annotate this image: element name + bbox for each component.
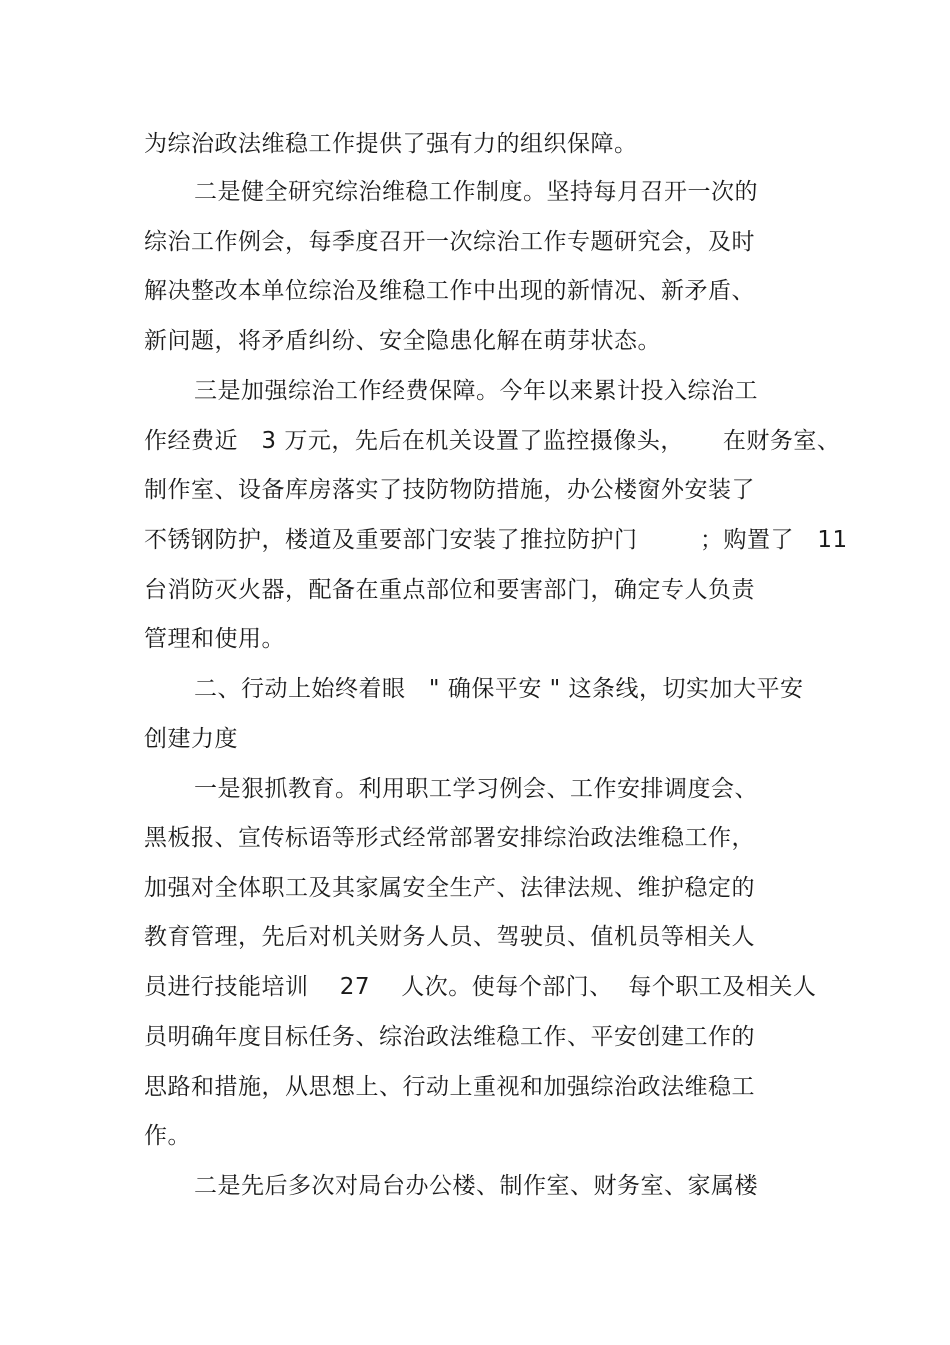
paragraph-start-line: 一是狠抓教育。利用职工学习例会、工作安排调度会、	[194, 776, 758, 802]
text-line: 思路和措施，从思想上、行动上重视和加强综治政法维稳工	[144, 1074, 755, 1100]
text-line: 不锈钢防护，楼道及重要部门安装了推拉防护门 ；购置了 11	[144, 527, 848, 553]
text-line: 管理和使用。	[144, 626, 285, 652]
section-heading-line: 创建力度	[144, 726, 238, 752]
paragraph-start-line: 二是先后多次对局台办公楼、制作室、财务室、家属楼	[194, 1173, 758, 1199]
text-line: 新问题，将矛盾纠纷、安全隐患化解在萌芽状态。	[144, 328, 661, 354]
text-line: 教育管理，先后对机关财务人员、驾驶员、值机员等相关人	[144, 924, 755, 950]
section-heading-line: 二、行动上始终着眼 " 确保平安 " 这条线，切实加大平安	[194, 676, 804, 702]
text-line: 综治工作例会，每季度召开一次综治工作专题研究会，及时	[144, 229, 755, 255]
paragraph-start-line: 二是健全研究综治维稳工作制度。坚持每月召开一次的	[194, 179, 758, 205]
text-line: 作经费近 3 万元，先后在机关设置了监控摄像头， 在财务室、	[144, 428, 841, 454]
paragraph-start-line: 三是加强综治工作经费保障。今年以来累计投入综治工	[194, 378, 758, 404]
text-line: 黑板报、宣传标语等形式经常部署安排综治政法维稳工作，	[144, 825, 755, 851]
text-line: 员明确年度目标任务、综治政法维稳工作、平安创建工作的	[144, 1024, 755, 1050]
text-line: 加强对全体职工及其家属安全生产、法律法规、维护稳定的	[144, 875, 755, 901]
text-line: 解决整改本单位综治及维稳工作中出现的新情况、新矛盾、	[144, 278, 755, 304]
text-line: 台消防灭火器，配备在重点部位和要害部门，确定专人负责	[144, 577, 755, 603]
text-line: 为综治政法维稳工作提供了强有力的组织保障。	[144, 131, 638, 157]
text-line: 作。	[144, 1123, 191, 1149]
text-line: 员进行技能培训 27 人次。使每个部门、 每个职工及相关人	[144, 974, 817, 1000]
text-line: 制作室、设备库房落实了技防物防措施，办公楼窗外安装了	[144, 477, 755, 503]
